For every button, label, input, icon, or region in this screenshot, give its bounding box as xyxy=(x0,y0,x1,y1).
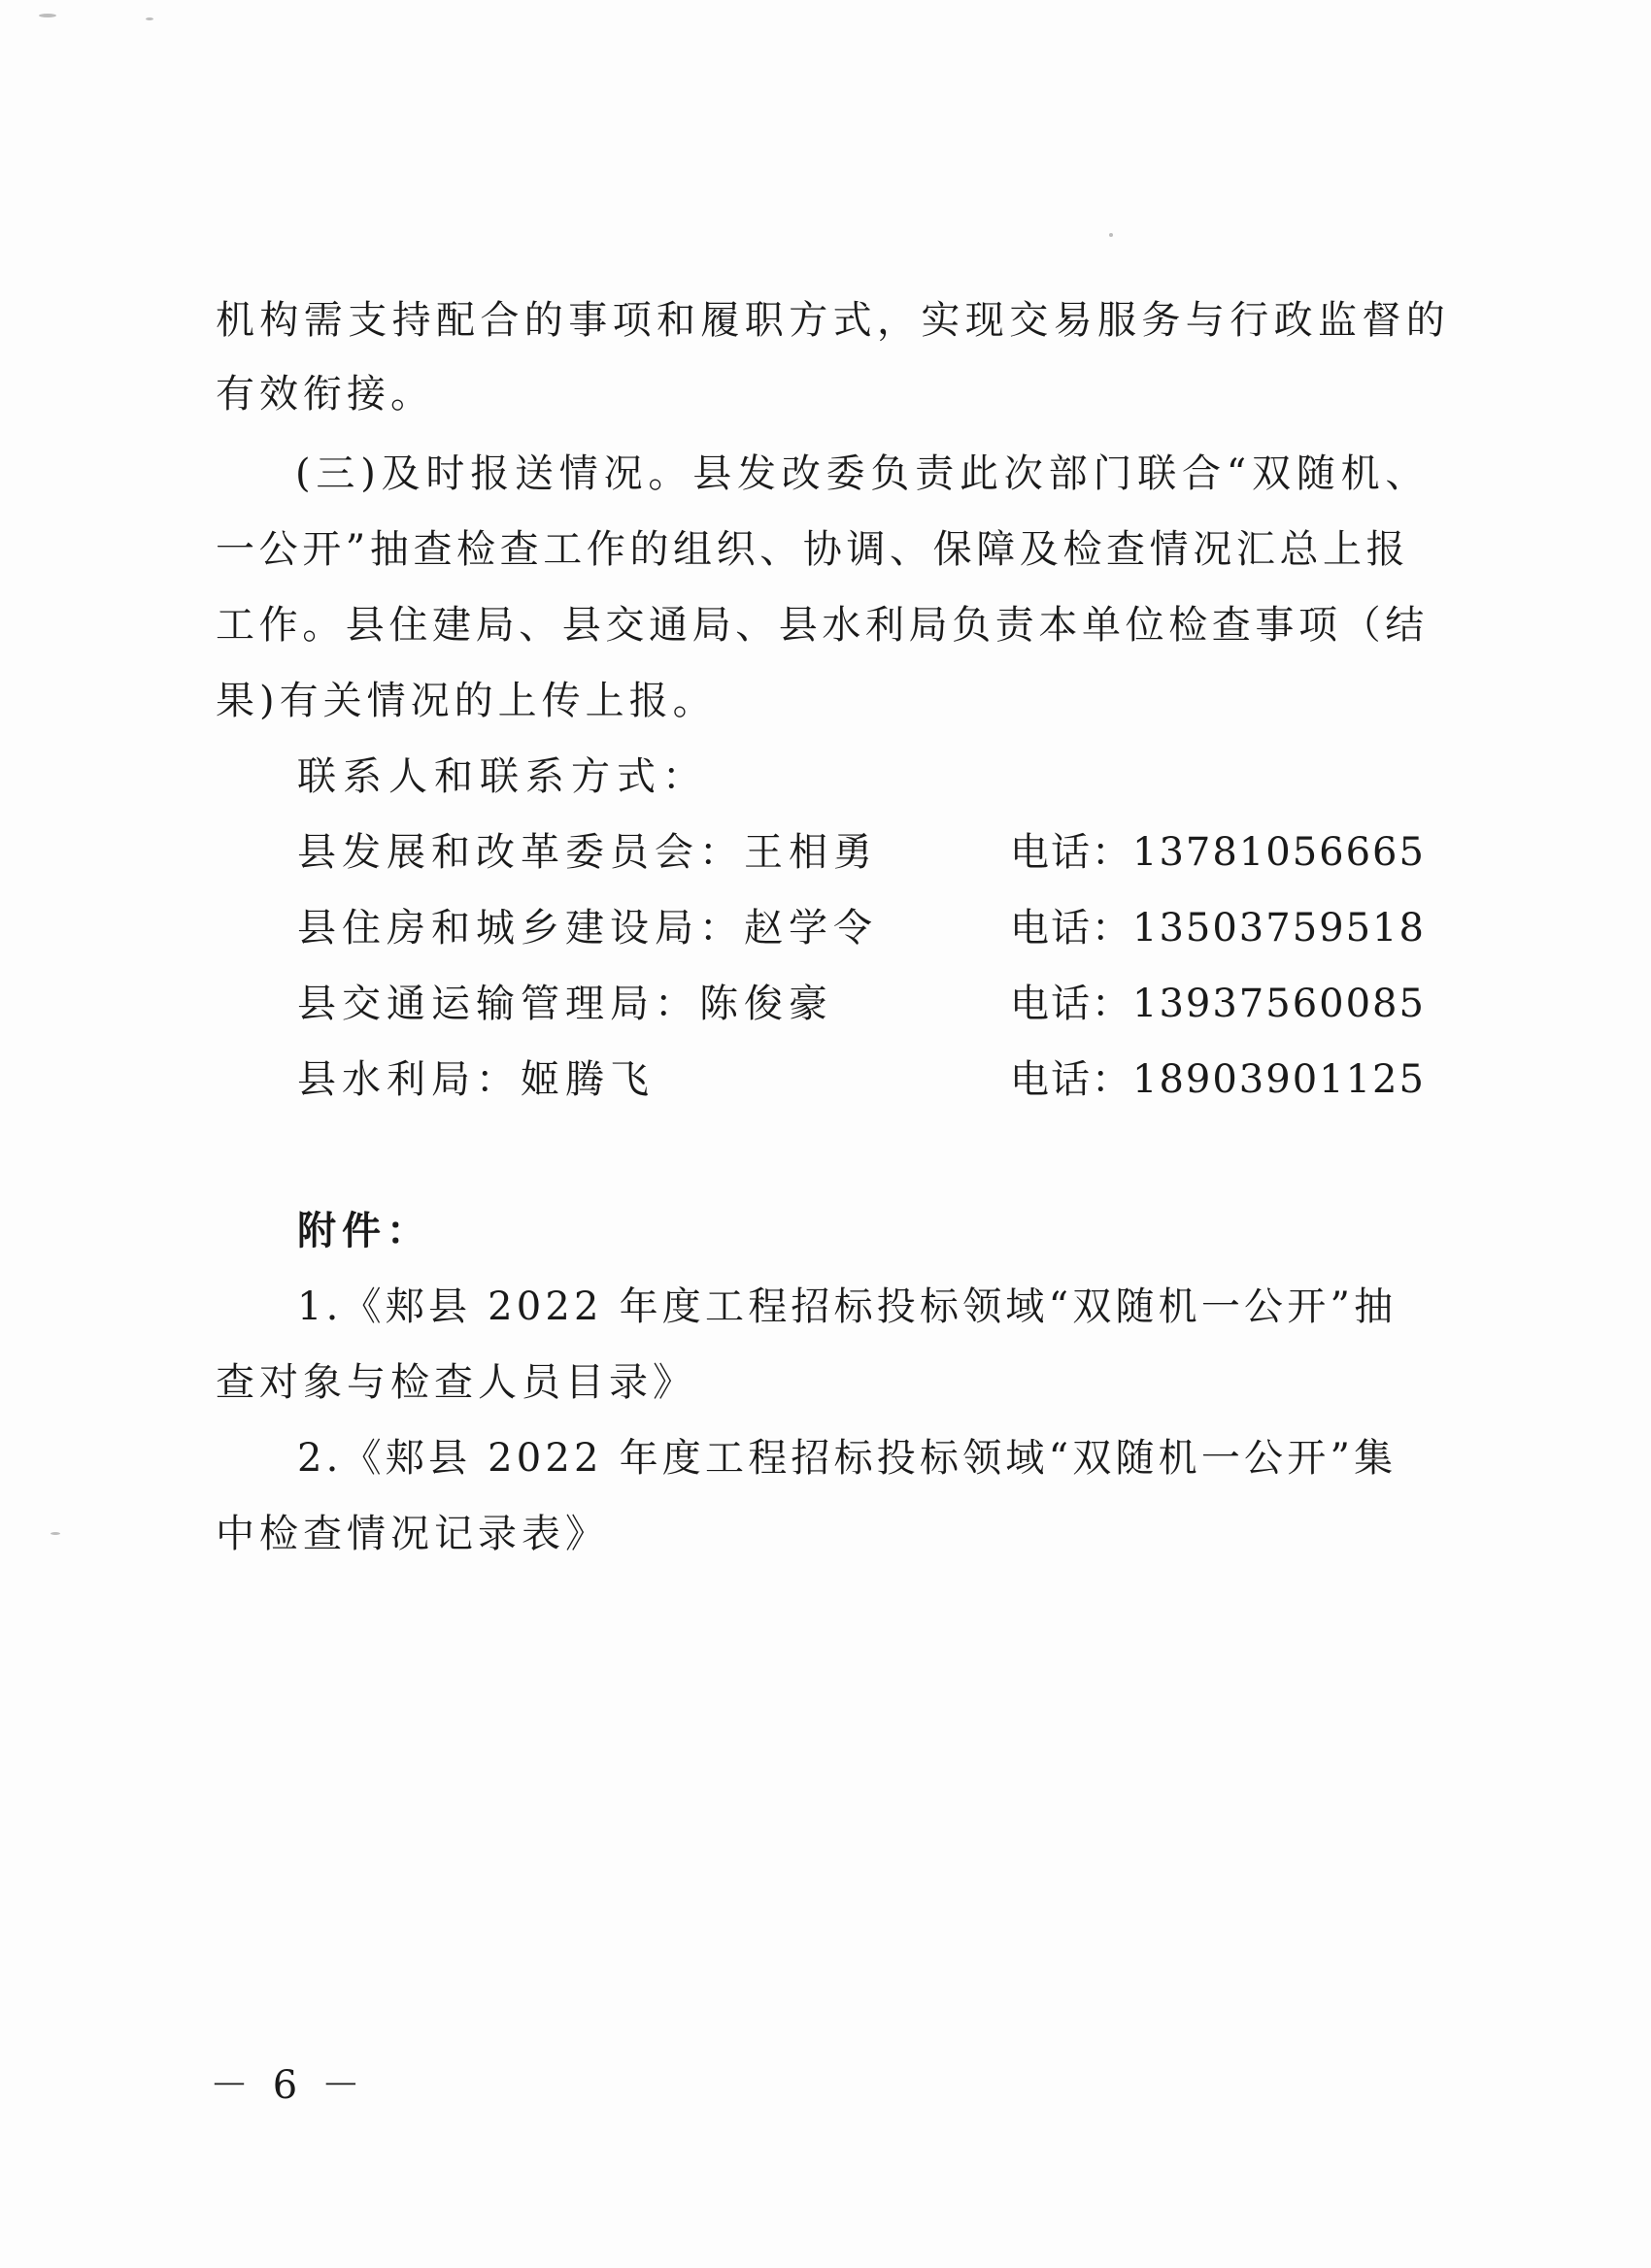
contact-phone: 电话：13503759518 xyxy=(1010,906,1426,951)
contact-org-name: 县水利局：姬腾飞 xyxy=(297,1057,655,1102)
contact-phone: 电话：18903901125 xyxy=(1010,1057,1426,1102)
attachment-line: 2.《郏县 2022 年度工程招标投标领域“双随机一公开”集 xyxy=(297,1436,1398,1481)
scan-speck xyxy=(39,14,56,17)
scan-speck xyxy=(146,17,153,20)
attachments-heading: 附件： xyxy=(297,1208,431,1253)
paragraph-text: 机构需支持配合的事项和履职方式，实现交易服务与行政监督的 xyxy=(216,298,1451,343)
paragraph-line: 一公开”抽查检查工作的组织、协调、保障及检查情况汇总上报 xyxy=(216,527,1410,572)
attachment-line: 中检查情况记录表》 xyxy=(216,1512,609,1556)
paragraph-line: 有效衔接。 xyxy=(216,372,434,417)
attachment-line: 1.《郏县 2022 年度工程招标投标领域“双随机一公开”抽 xyxy=(297,1284,1398,1329)
attachment-line: 查对象与检查人员目录》 xyxy=(216,1360,696,1405)
paragraph-line xyxy=(216,293,1451,348)
paragraph-line: 果)有关情况的上传上报。 xyxy=(216,679,717,723)
contact-phone: 电话：13781056665 xyxy=(1010,830,1426,875)
contacts-heading: 联系人和联系方式： xyxy=(297,754,708,799)
contact-org-name: 县住房和城乡建设局：赵学令 xyxy=(297,906,878,951)
paragraph-line: (三)及时报送情况。县发改委负责此次部门联合“双随机、 xyxy=(295,451,1431,496)
page-number: － 6 － xyxy=(210,2063,366,2108)
scan-speck xyxy=(51,1532,60,1535)
paragraph-line: 工作。县住建局、县交通局、县水利局负责本单位检查事项（结 xyxy=(216,603,1429,648)
contact-phone: 电话：13937560085 xyxy=(1010,982,1426,1026)
contact-org-name: 县发展和改革委员会：王相勇 xyxy=(297,830,878,875)
scan-speck xyxy=(1109,233,1113,237)
contact-org-name: 县交通运输管理局：陈俊豪 xyxy=(297,982,833,1026)
